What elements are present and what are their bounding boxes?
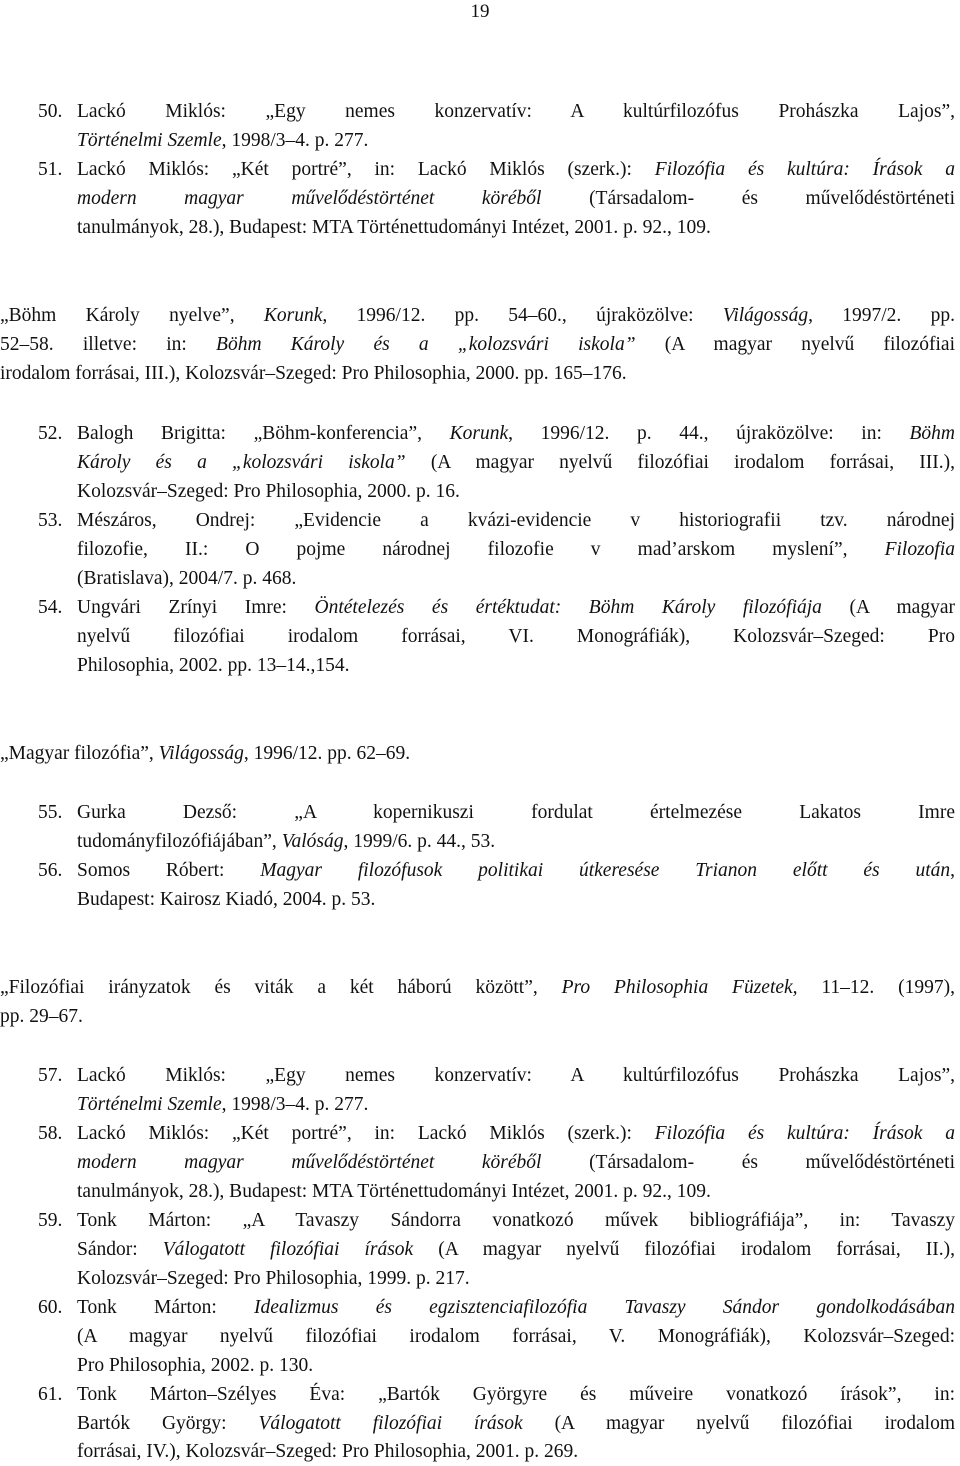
entry-text: Kolozsvár–Szeged: Pro Philosophia, 1999. p. 217. <box>77 1268 470 1289</box>
heading-line: irodalom forrásai, III.), Kolozsvár–Szeged: Pro Philosophia, 2000. pp. 165–176. <box>0 363 627 384</box>
entry-text: Balogh Brigitta: „Böhm-konferencia”, Korunk, 1996/12. p. 44., újraközölve: in: Böhm <box>77 423 955 444</box>
page-number: 19 <box>470 1 490 22</box>
entry-text: Sándor: Válogatott filozófiai írások (A magyar nyelvű filozófiai irodalom forrásai, II.), <box>77 1239 955 1260</box>
entry-number: 57. <box>38 1065 63 1086</box>
entry-text: Bartók György: Válogatott filozófiai írások (A magyar nyelvű filozófiai irodalom <box>77 1413 955 1434</box>
entry-text: Gurka Dezső: „A kopernikuszi fordulat értelmezése Lakatos Imre <box>77 802 955 823</box>
entry-text: filozofie, II.: O pojme národnej filozofie v mad’arskom myslení”, Filozofia <box>77 539 955 560</box>
entry-text: Tonk Márton–Szélyes Éva: „Bartók Györgyre és műveire vonatkozó írások”, in: <box>77 1384 955 1405</box>
entry-number: 61. <box>38 1384 63 1405</box>
entry-text: Lackó Miklós: „Két portré”, in: Lackó Miklós (szerk.): Filozófia és kultúra: Írások a <box>77 159 955 180</box>
entry-number: 50. <box>38 101 63 122</box>
heading-line: „Magyar filozófia”, Világosság, 1996/12. pp. 62–69. <box>0 743 411 764</box>
heading-line: „Böhm Károly nyelve”, Korunk, 1996/12. pp. 54–60., újraközölve: Világosság, 1997/2. pp. <box>0 305 955 326</box>
heading-line: 52–58. illetve: in: Böhm Károly és a „kolozsvári iskola” (A magyar nyelvű filozófiai <box>0 334 955 355</box>
entry-number: 59. <box>38 1210 63 1231</box>
entry-number: 55. <box>38 802 63 823</box>
entry-text: Pro Philosophia, 2002. p. 130. <box>77 1355 314 1376</box>
entry-text: Károly és a „kolozsvári iskola” (A magyar nyelvű filozófiai irodalom forrásai, III.), <box>77 452 955 473</box>
entry-text: tanulmányok, 28.), Budapest: MTA Történettudományi Intézet, 2001. p. 92., 109. <box>77 217 711 238</box>
entry-text: forrásai, IV.), Kolozsvár–Szeged: Pro Philosophia, 2001. p. 269. <box>77 1441 579 1462</box>
entry-text: Philosophia, 2002. pp. 13–14.,154. <box>77 655 350 676</box>
entry-text: Lackó Miklós: „Egy nemes konzervatív: A kultúrfilozófus Prohászka Lajos”, <box>77 1065 955 1086</box>
heading-line: pp. 29–67. <box>0 1006 83 1027</box>
entry-text: modern magyar művelődéstörténet köréből (Társadalom- és művelődéstörténeti <box>77 1152 955 1173</box>
entry-text: Történelmi Szemle, 1998/3–4. p. 277. <box>77 1094 369 1115</box>
entry-text: Tonk Márton: Idealizmus és egzisztenciafilozófia Tavaszy Sándor gondolkodásában <box>77 1297 955 1318</box>
entry-text: Ungvári Zrínyi Imre: Öntételezés és értéktudat: Böhm Károly filozófiája (A magyar <box>77 597 955 618</box>
entry-text: (Bratislava), 2004/7. p. 468. <box>77 568 297 589</box>
entry-text: tudományfilozófiájában”, Valóság, 1999/6. p. 44., 53. <box>77 831 496 852</box>
entry-number: 58. <box>38 1123 63 1144</box>
entry-text: Lackó Miklós: „Egy nemes konzervatív: A kultúrfilozófus Prohászka Lajos”, <box>77 101 955 122</box>
entry-text: Kolozsvár–Szeged: Pro Philosophia, 2000. p. 16. <box>77 481 460 502</box>
entry-text: Tonk Márton: „A Tavaszy Sándorra vonatkozó művek bibliográfiája”, in: Tavaszy <box>77 1210 955 1231</box>
entry-number: 54. <box>38 597 63 618</box>
entry-text: modern magyar művelődéstörténet köréből (Társadalom- és művelődéstörténeti <box>77 188 955 209</box>
entry-text: Budapest: Kairosz Kiadó, 2004. p. 53. <box>77 889 376 910</box>
entry-number: 56. <box>38 860 63 881</box>
entry-number: 51. <box>38 159 63 180</box>
heading-line: „Filozófiai irányzatok és viták a két háború között”, Pro Philosophia Füzetek, 11–12. (1997), <box>0 977 955 998</box>
entry-text: nyelvű filozófiai irodalom forrásai, VI. Monográfiák), Kolozsvár–Szeged: Pro <box>77 626 955 647</box>
entry-text: Lackó Miklós: „Két portré”, in: Lackó Miklós (szerk.): Filozófia és kultúra: Írások a <box>77 1123 955 1144</box>
entry-text: (A magyar nyelvű filozófiai irodalom forrásai, V. Monográfiák), Kolozsvár–Szeged: <box>77 1326 955 1347</box>
entry-text: Történelmi Szemle, 1998/3–4. p. 277. <box>77 130 369 151</box>
entry-text: Somos Róbert: Magyar filozófusok politikai útkeresése Trianon előtt és után, <box>77 860 955 881</box>
entry-number: 53. <box>38 510 63 531</box>
entry-number: 60. <box>38 1297 63 1318</box>
entry-text: Mészáros, Ondrej: „Evidencie a kvázi-evidencie v historiografii tzv. národnej <box>77 510 955 531</box>
entry-text: tanulmányok, 28.), Budapest: MTA Történettudományi Intézet, 2001. p. 92., 109. <box>77 1181 711 1202</box>
entry-number: 52. <box>38 423 63 444</box>
